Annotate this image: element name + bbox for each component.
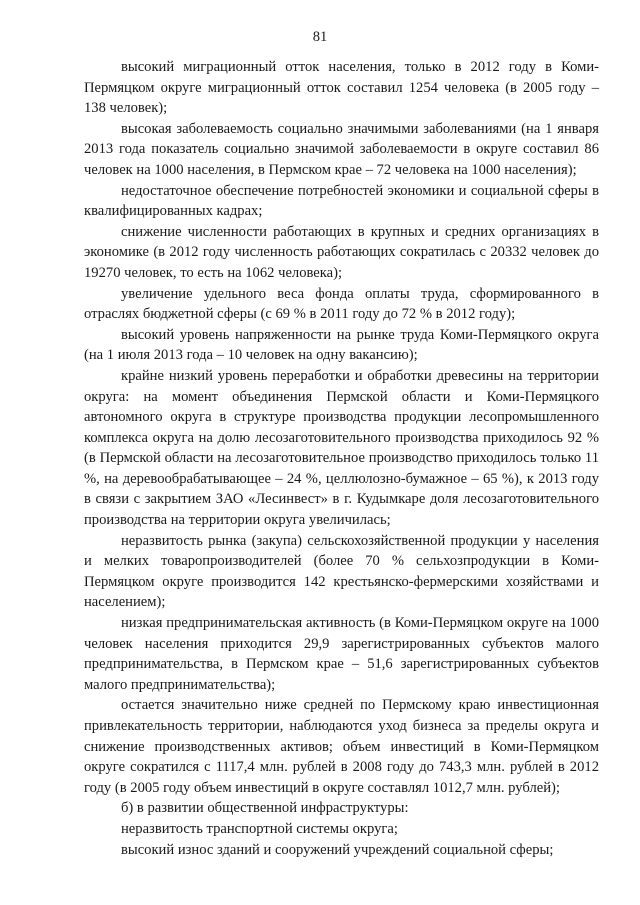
- paragraph-labor-market: высокий уровень напряженности на рынке труда Коми-Пермяцкого округа (на 1 июля 2013 года – 10 человек на одну вакансию);: [84, 326, 599, 364]
- paragraph-buildings: высокий износ зданий и сооружений учреждений социальной сферы;: [121, 841, 554, 858]
- paragraph-payroll: увеличение удельного веса фонда оплаты труда, сформированного в отраслях бюджетной сферы (с 69 % в 2011 году до 72 % в 2012 году);: [84, 285, 599, 323]
- paragraph-migration: высокий миграционный отток населения, только в 2012 году в Коми-Пермяцком округе миграционный отток составил 1254 человека (в 2005 году – 138 человек);: [84, 59, 599, 117]
- paragraph-entrepreneurship: низкая предпринимательская активность (в Коми-Пермяцком округе на 1000 человек населения приходится 29,9 зарегистрированных субъектов малого предпринимательства, в Пермском крае – 51,6 зарегистрированных субъектов малого предпринимательства);: [84, 615, 599, 693]
- paragraph-employment: снижение численности работающих в крупных и средних организациях в экономике (в 2012 году численность работающих сократилась с 20332 человек до 19270 человек, то есть на 1062 человека);: [84, 223, 599, 281]
- page-number: 81: [312, 29, 328, 45]
- paragraph-morbidity: высокая заболеваемость социально значимыми заболеваниями (на 1 января 2013 года показатель социально значимой заболеваемости в округе составил 86 человек на 1000 населения, в Пермском крае – 72 человека на 1000 населения);: [84, 120, 599, 178]
- paragraph-staffing: недостаточное обеспечение потребностей экономики и социальной сферы в квалифицированных кадрах;: [84, 182, 599, 220]
- paragraph-agriculture: неразвитость рынка (закупа) сельскохозяйственной продукции у населения и мелких товаропроизводителей (более 70 % сельхозпродукции в Коми-Пермяцком округе производится 142 крестьянско-фермерскими хозяйствами и населением);: [84, 532, 599, 611]
- paragraph-section-b: б) в развитии общественной инфраструктуры:: [121, 800, 409, 817]
- paragraph-investment: остается значительно ниже средней по Пермскому краю инвестиционная привлекательность территории, наблюдаются уход бизнеса за пределы округа и снижение производственных активов; объем инвестиций в Коми-Пермяцком округе сократился с 1117,4 млн. рублей в 2008 году до 743,3 млн. рублей в 2012 году (в 2005 году объем инвестиций в округе составлял 1012,7 млн. рублей);: [84, 697, 599, 796]
- paragraph-transport: неразвитость транспортной системы округа;: [121, 820, 398, 837]
- paragraph-timber: крайне низкий уровень переработки и обработки древесины на территории округа: на момент объединения Пермской области и Коми-Пермяцкого автономного округа в структуре производства продукции лесопромышленного комплекса округа на долю лесозаготовительного производства приходилось 92 % (в Пермской области на лесозаготовительное производство приходилось только 11 %, на деревообрабатывающее – 24 %, целлюлозно-бумажное – 65 %), к 2013 году в связи с закрытием ЗАО «Лесинвест» в г. Кудымкаре доля лесозаготовительного производства на территории округа увеличилась;: [84, 367, 599, 529]
- body-text: [84, 57, 599, 860]
